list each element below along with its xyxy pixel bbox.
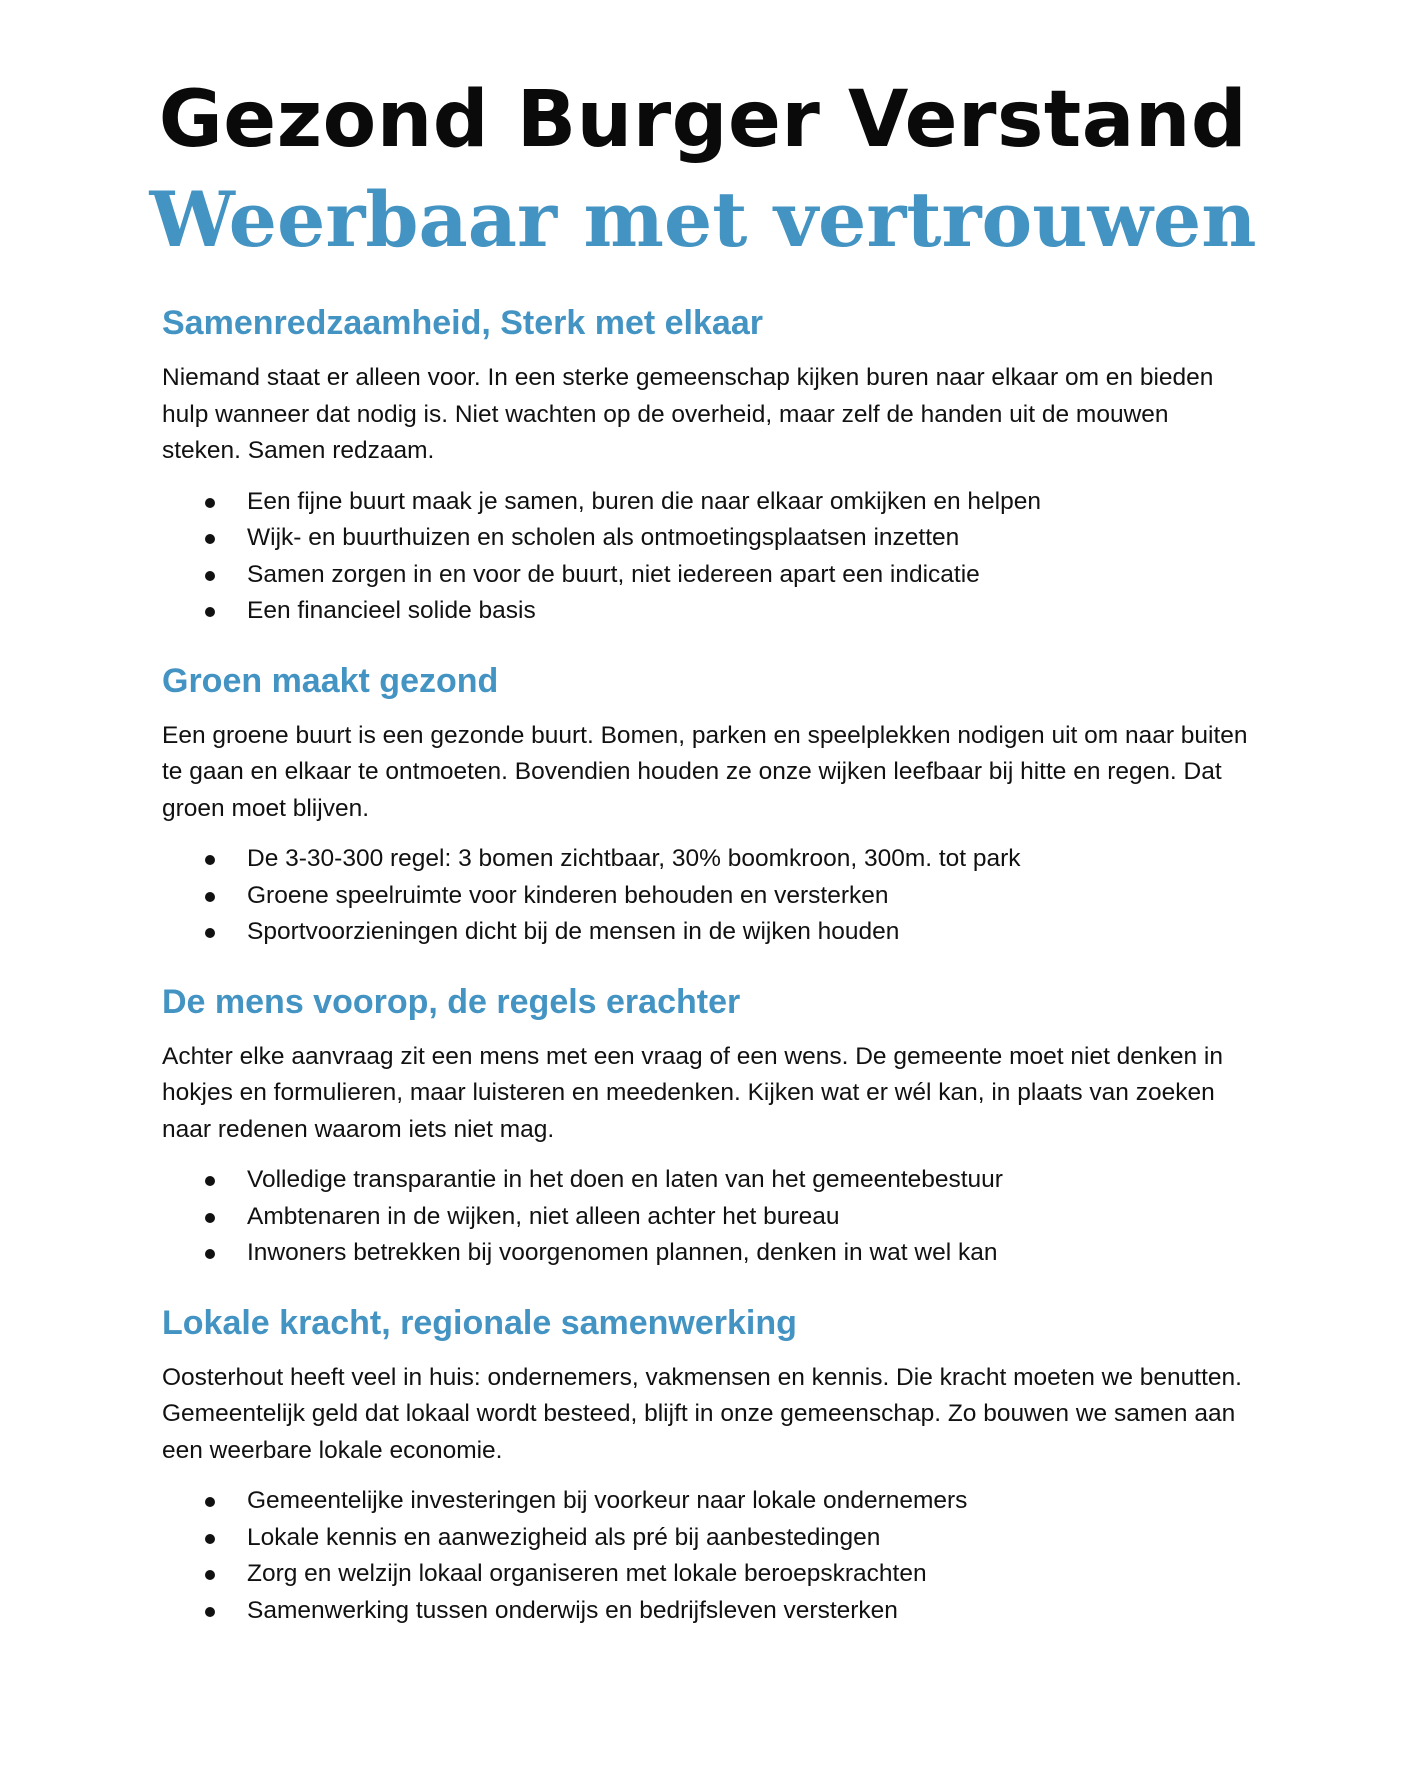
bullet-item: [162, 1593, 1252, 1630]
bullet-dot-icon: [205, 534, 215, 544]
bullet-text: Een fijne buurt maak je samen, buren die naar elkaar omkijken en helpen: [247, 487, 1042, 515]
bullet-text: Gemeentelijke investeringen bij voorkeur naar lokale ondernemers: [247, 1487, 968, 1514]
section-paragraph: Niemand staat er alleen voor. In een sterke gemeenschap kijken buren naar elkaar om en bieden hulp wanneer dat nodig is. Niet wachten op de overheid, maar zelf de handen uit de mouwen steken. Samen redzaam.: [162, 364, 1214, 464]
bullet-item: [162, 1235, 1252, 1272]
document-title: Gezond Burger Verstand: [158, 75, 1248, 165]
bullet-item: [162, 520, 1252, 557]
bullet-text: Een financieel solide basis: [247, 597, 536, 624]
bullet-text: Volledige transparantie in het doen en laten van het gemeentebestuur: [247, 1166, 1003, 1193]
bullet-item: [162, 841, 1252, 878]
section-paragraph: Oosterhout heeft veel in huis: ondernemers, vakmensen en kennis. Die kracht moeten we benutten. Gemeentelijk geld dat lokaal wordt besteed, blijft in onze gemeenschap. Zo bouwen we samen aan een weerbare lokale economie.: [162, 1363, 1242, 1464]
bullet-item: [162, 484, 1252, 521]
bullet-text: Zorg en welzijn lokaal organiseren met lokale beroepskrachten: [247, 1560, 927, 1587]
bullet-item: [162, 593, 1252, 630]
bullet-text: De 3-30-300 regel: 3 bomen zichtbaar, 30% boomkroon, 300m. tot park: [247, 845, 1021, 872]
bullet-dot-icon: [205, 1249, 215, 1259]
bullet-text: Wijk- en buurthuizen en scholen als ontmoetingsplaatsen inzetten: [247, 524, 960, 551]
bullet-item: [162, 1556, 1252, 1593]
bullet-list: [162, 484, 1252, 630]
document-subtitle: Weerbaar met vertrouwen: [149, 175, 1257, 264]
bullet-item: [162, 1483, 1252, 1520]
bullet-item: [162, 557, 1252, 594]
bullet-dot-icon: [205, 1570, 215, 1580]
bullet-dot-icon: [205, 928, 215, 938]
bullet-dot-icon: [205, 498, 215, 508]
bullet-text: Ambtenaren in de wijken, niet alleen achter het bureau: [247, 1202, 840, 1230]
bullet-text: Samenwerking tussen onderwijs en bedrijfsleven versterken: [247, 1596, 898, 1624]
bullet-dot-icon: [205, 1534, 215, 1544]
bullet-item: [162, 1199, 1252, 1236]
document-content: [162, 300, 1252, 1629]
bullet-text: Groene speelruimte voor kinderen behouden en versterken: [247, 881, 889, 909]
section-paragraph: Achter elke aanvraag zit een mens met een vraag of een wens. De gemeente moet niet denken in hokjes en formulieren, maar luisteren en meedenken. Kijken wat er wél kan, in plaats van zoeken naar redenen waarom iets niet mag.: [162, 1042, 1223, 1143]
bullet-list: [162, 841, 1252, 951]
bullet-text: Lokale kennis en aanwezigheid als pré bij aanbestedingen: [247, 1523, 881, 1551]
section-groen: [162, 658, 1252, 951]
section-lokale-kracht: [162, 1300, 1252, 1630]
bullet-list: [162, 1162, 1252, 1272]
section-paragraph: Een groene buurt is een gezonde buurt. Bomen, parken en speelplekken nodigen uit om naar buiten te gaan en elkaar te ontmoeten. Bovendien houden ze onze wijken leefbaar bij hitte en regen. Dat groen moet blijven.: [162, 721, 1248, 822]
section-heading: Samenredzaamheid, Sterk met elkaar: [162, 304, 763, 342]
bullet-dot-icon: [205, 607, 215, 617]
bullet-list: [162, 1483, 1252, 1629]
bullet-text: Samen zorgen in en voor de buurt, niet iedereen apart een indicatie: [247, 560, 980, 588]
section-samenredzaamheid: [162, 300, 1252, 630]
bullet-dot-icon: [205, 892, 215, 902]
bullet-dot-icon: [205, 855, 215, 865]
section-heading: De mens voorop, de regels erachter: [162, 982, 741, 1021]
bullet-text: Sportvoorzieningen dicht bij de mensen in de wijken houden: [247, 918, 900, 945]
bullet-item: [162, 878, 1252, 915]
bullet-item: [162, 914, 1252, 951]
bullet-dot-icon: [205, 1497, 215, 1507]
section-heading: Groen maakt gezond: [162, 661, 499, 700]
bullet-dot-icon: [205, 571, 215, 581]
bullet-dot-icon: [205, 1176, 215, 1186]
bullet-item: [162, 1162, 1252, 1199]
bullet-item: [162, 1520, 1252, 1557]
bullet-dot-icon: [205, 1607, 215, 1617]
section-mens-voorop: [162, 979, 1252, 1272]
bullet-text: Inwoners betrekken bij voorgenomen plannen, denken in wat wel kan: [247, 1239, 998, 1266]
section-heading: Lokale kracht, regionale samenwerking: [162, 1303, 797, 1342]
bullet-dot-icon: [205, 1213, 215, 1223]
